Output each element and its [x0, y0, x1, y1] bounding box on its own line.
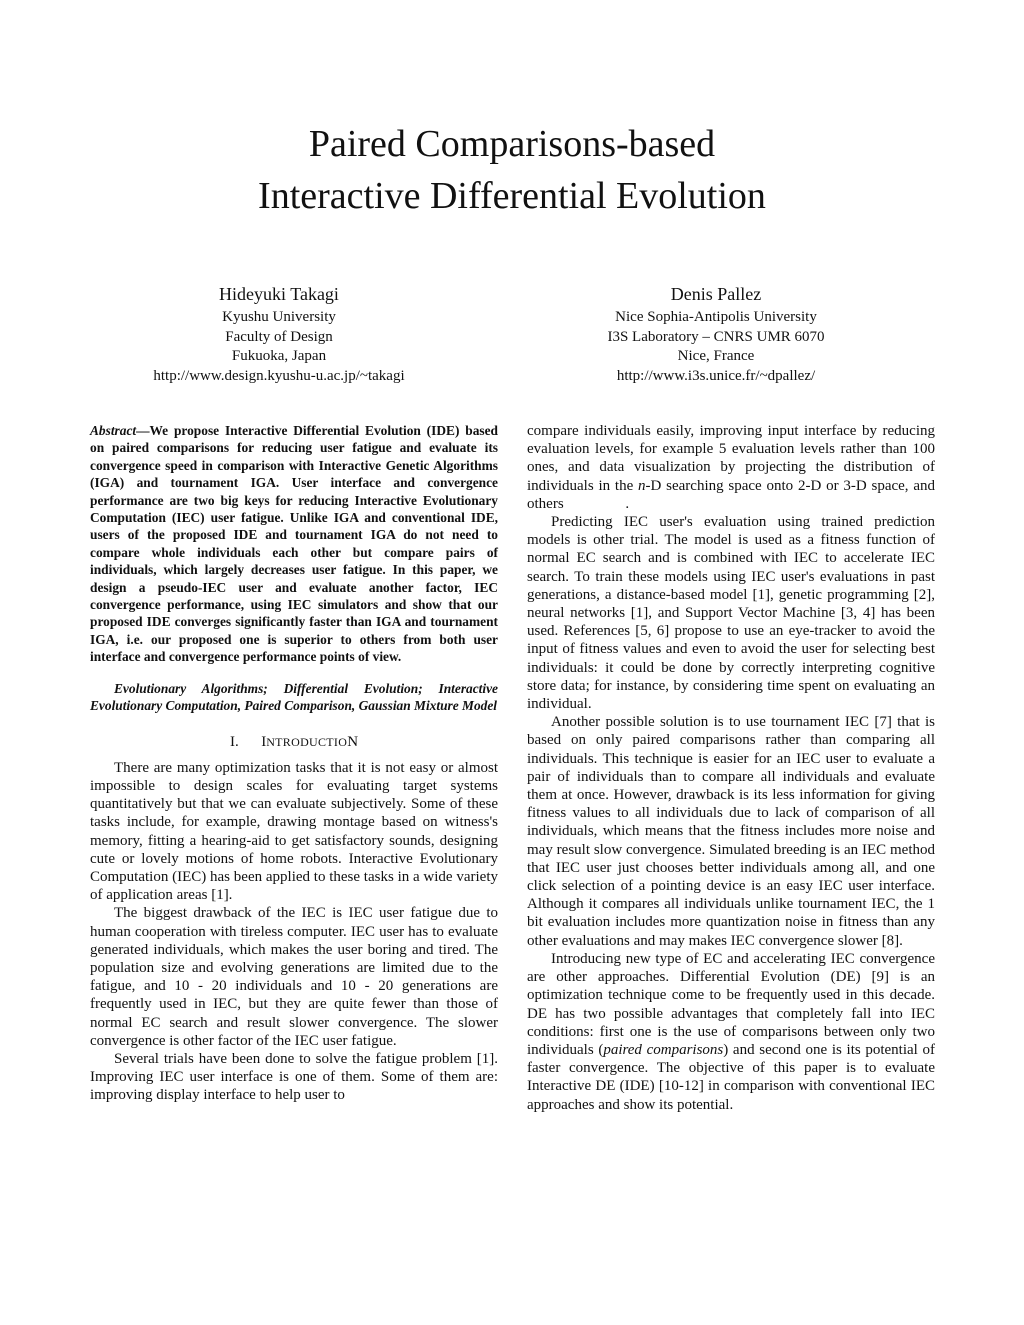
text-run: Introducing new type of EC and accelerating IEC convergence are other approaches. Differential Evolution (DE) [9] is an optimization technique come to be frequently used in this decade. DE has two possible advantages that completely fall into IEC conditions: first one is the use of comparisons between only two individuals (	[527, 950, 935, 1058]
text-run: ) and second one is its potential of faster convergence. The objective of this paper is to evaluate Interactive DE (IDE) [10-12] in comparison with conventional IEC approaches and show its potential.	[527, 1041, 935, 1113]
section-title-first: I	[261, 733, 267, 750]
author-location: Nice, France	[677, 348, 755, 364]
author-name: Denis Pallez	[670, 284, 762, 304]
text-run: .	[625, 495, 630, 512]
author-block-takagi	[89, 282, 469, 386]
italic-run: paired comparisons	[603, 1041, 724, 1058]
title-line-2: Interactive Differential Evolution	[258, 175, 766, 217]
author-department: Faculty of Design	[225, 328, 333, 345]
author-url: http://www.design.kyushu-u.ac.jp/~takagi	[153, 367, 405, 384]
section-number: I.	[229, 733, 239, 750]
author-block-pallez	[526, 282, 906, 386]
left-column	[90, 422, 498, 1105]
paragraph: There are many optimization tasks that it is not easy or almost impossible to design scales for evaluating target systems quantitatively but that we can evaluate subjectively. Some of these tasks include, for example, drawing montage based on witness's memory, fitting a hearing-aid to get satisfactory sounds, designing cute or lovely motions of home robots. Interactive Evolutionary Computation (IEC) has been applied to these tasks in a wide variety of application areas [1].	[90, 759, 498, 904]
abstract	[90, 422, 498, 666]
author-affiliation: Nice Sophia-Antipolis University	[615, 309, 817, 325]
section-title-rest: NTRODUCTIO	[266, 734, 348, 749]
right-column	[527, 422, 935, 1114]
abstract-text: —We propose Interactive Differential Evolution (IDE) based on paired comparisons for reducing user fatigue and evaluate its convergence speed in comparison with Interactive Genetic Algorithms (IGA) and tournament IGA. User interface and convergence performance are two big keys for reducing Interactive Evolutionary Computation (IEC) user fatigue. Unlike IGA and conventional IDE, users of the proposed IDE and tournament IGA do not need to compare whole individuals each other but compare pairs of individuals, which largely decreases user fatigue. In this paper, we design a pseudo-IEC user and evaluate another factor, IEC convergence performance, using IEC simulators and show that our proposed IDE converges significantly faster than IGA and tournament IGA, i.e. our proposed one is superior to others from both user interface and convergence performance points of view.	[90, 423, 498, 665]
author-location: Fukuoka, Japan	[231, 348, 327, 364]
paragraph: Several trials have been done to solve the fatigue problem [1]. Improving IEC user interface is one of them. Some of them are: improving display interface to help user to	[90, 1050, 498, 1104]
section-heading-introduction	[90, 733, 498, 751]
author-name: Hideyuki Takagi	[219, 284, 339, 304]
abstract-label: Abstract	[90, 423, 137, 438]
author-affiliation: Kyushu University	[222, 309, 336, 325]
italic-run: n	[638, 477, 646, 494]
title-line-1: Paired Comparisons-based	[308, 123, 716, 165]
author-url: http://www.i3s.unice.fr/~dpallez/	[616, 367, 816, 384]
paragraph-continued	[527, 422, 935, 513]
paragraph: Predicting IEC user's evaluation using trained prediction models is other trial. The model is used as a fitness function of normal EC search and is combined with IEC to accelerate IEC search. To train these models using IEC user's evaluations in past generations, a distance-based model [1], genetic programming [2], neural networks [1], and Support Vector Machine [3, 4] has been used. References [5, 6] propose to use an eye-tracker to avoid the input of fitness values and even to avoid the user for selecting best individuals: it could be done by correctly interpreting cognitive store data; for instance, by considering time spent on evaluating an individual.	[527, 514, 935, 713]
text-run: -D searching space onto 2-D or 3-D space, and others	[527, 477, 935, 512]
keywords: Evolutionary Algorithms; Differential Evolution; Interactive Evolutionary Computation, Paired Comparison, Gaussian Mixture Model	[90, 680, 498, 714]
text-run: compare individuals easily, improving input interface by reducing evaluation levels, for example 5 evaluation levels rather than 100 ones, and data visualization by projecting the distribution of individuals in the	[527, 423, 935, 494]
section-title-last: N	[347, 733, 359, 750]
paragraph: The biggest drawback of the IEC is IEC user fatigue due to human cooperation with tireless computer. IEC user has to evaluate generated individuals, which makes the user boring and tired. The population size and evolving generations are limited due to the fatigue, and 10 - 20 individuals and 10 - 20 generations are frequently used in IEC, but they are quite fewer than those of normal EC search and result slower convergence. The slower convergence is other factor of the IEC user fatigue.	[90, 905, 498, 1049]
paragraph	[527, 950, 935, 1114]
paragraph: Another possible solution is to use tournament IEC [7] that is based on only paired comparisons rather than comparing all individuals. This technique is easier for an IEC user to evaluate a pair of individuals than to compare all individuals and evaluate them at once. However, drawback is its less information for giving fitness values to all individuals due to lack of comparison of all individuals, which means that the fitness includes more noise and may result slow convergence. Simulated breeding is an IEC method that IEC user just chooses better individuals among all, and one click selection of a pointing device is an easy IEC user interface. Although it compares all individuals unlike tournament IEC, the 1 bit evaluation includes more quantization noise in fitness than any other evaluations and may makes IEC convergence slower [8].	[527, 714, 935, 949]
author-department: I3S Laboratory – CNRS UMR 6070	[607, 328, 825, 345]
paper-title	[0, 118, 1024, 222]
